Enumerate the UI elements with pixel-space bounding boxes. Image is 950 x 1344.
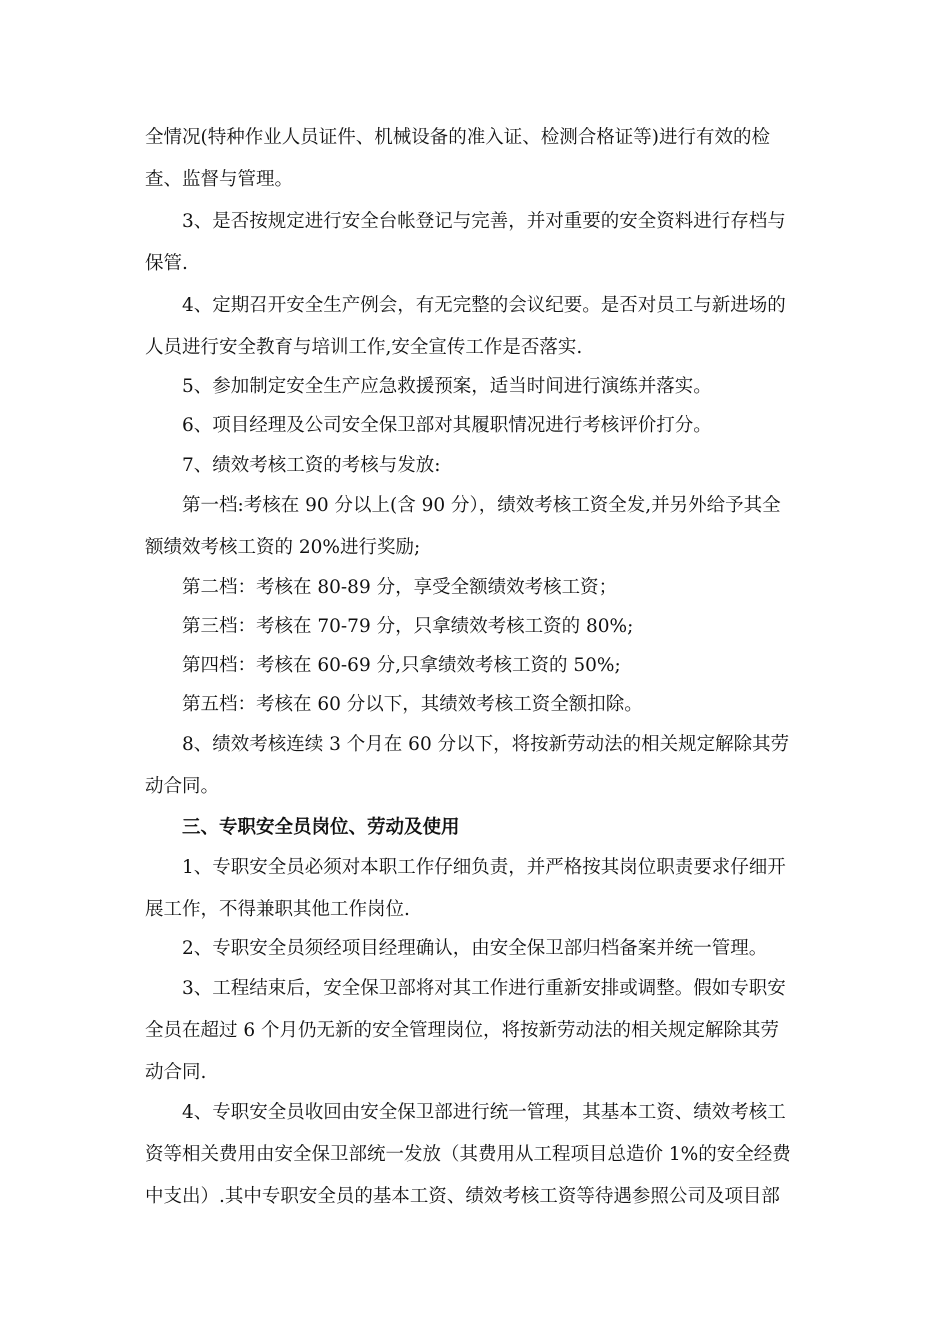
paragraph-line: 第二档：考核在 80-89 分，享受全额绩效考核工资； [182, 577, 618, 598]
paragraph-line: 6、项目经理及公司安全保卫部对其履职情况进行考核评价打分。 [182, 415, 712, 436]
paragraph-line: 第一档:考核在 90 分以上(含 90 分），绩效考核工资全发,并另外给予其全 [182, 495, 781, 516]
paragraph-line: 3、工程结束后，安全保卫部将对其工作进行重新安排或调整。假如专职安 [182, 978, 786, 999]
paragraph-line: 5、参加制定安全生产应急救援预案，适当时间进行演练并落实。 [182, 376, 712, 397]
paragraph-line: 第三档：考核在 70-79 分，只拿绩效考核工资的 80%; [182, 616, 634, 637]
paragraph-line: 全情况(特种作业人员证件、机械设备的准入证、检测合格证等)进行有效的检 [145, 127, 770, 148]
paragraph-line: 8、绩效考核连续 3 个月在 60 分以下，将按新劳动法的相关规定解除其劳 [182, 734, 790, 755]
paragraph-line: 保管. [145, 253, 188, 274]
paragraph-line: 动合同。 [145, 776, 220, 797]
paragraph-line: 4、专职安全员收回由安全保卫部进行统一管理，其基本工资、绩效考核工 [182, 1102, 786, 1123]
paragraph-line: 4、定期召开安全生产例会，有无完整的会议纪要。是否对员工与新进场的 [182, 295, 786, 316]
paragraph-line: 动合同. [145, 1062, 207, 1083]
section-heading: 三、专职安全员岗位、劳动及使用 [182, 817, 460, 838]
paragraph-line: 第四档：考核在 60-69 分,只拿绩效考核工资的 50%; [182, 655, 621, 676]
paragraph-line: 3、是否按规定进行安全台帐登记与完善，并对重要的安全资料进行存档与 [182, 211, 786, 232]
paragraph-line: 第五档：考核在 60 分以下，其绩效考核工资全额扣除。 [182, 694, 643, 715]
paragraph-line: 7、绩效考核工资的考核与发放: [182, 455, 441, 476]
paragraph-line: 全员在超过 6 个月仍无新的安全管理岗位，将按新劳动法的相关规定解除其劳 [145, 1020, 780, 1041]
paragraph-line: 额绩效考核工资的 20%进行奖励; [145, 537, 421, 558]
paragraph-line: 展工作，不得兼职其他工作岗位. [145, 899, 410, 920]
paragraph-line: 资等相关费用由安全保卫部统一发放（其费用从工程项目总造价 1%的安全经费 [145, 1144, 791, 1165]
paragraph-line: 1、专职安全员必须对本职工作仔细负责，并严格按其岗位职责要求仔细开 [182, 857, 786, 878]
paragraph-line: 2、专职安全员须经项目经理确认，由安全保卫部归档备案并统一管理。 [182, 938, 768, 959]
paragraph-line: 中支出）.其中专职安全员的基本工资、绩效考核工资等待遇参照公司及项目部 [145, 1186, 780, 1207]
paragraph-line: 人员进行安全教育与培训工作,安全宣传工作是否落实. [145, 337, 583, 358]
paragraph-line: 查、监督与管理。 [145, 169, 294, 190]
